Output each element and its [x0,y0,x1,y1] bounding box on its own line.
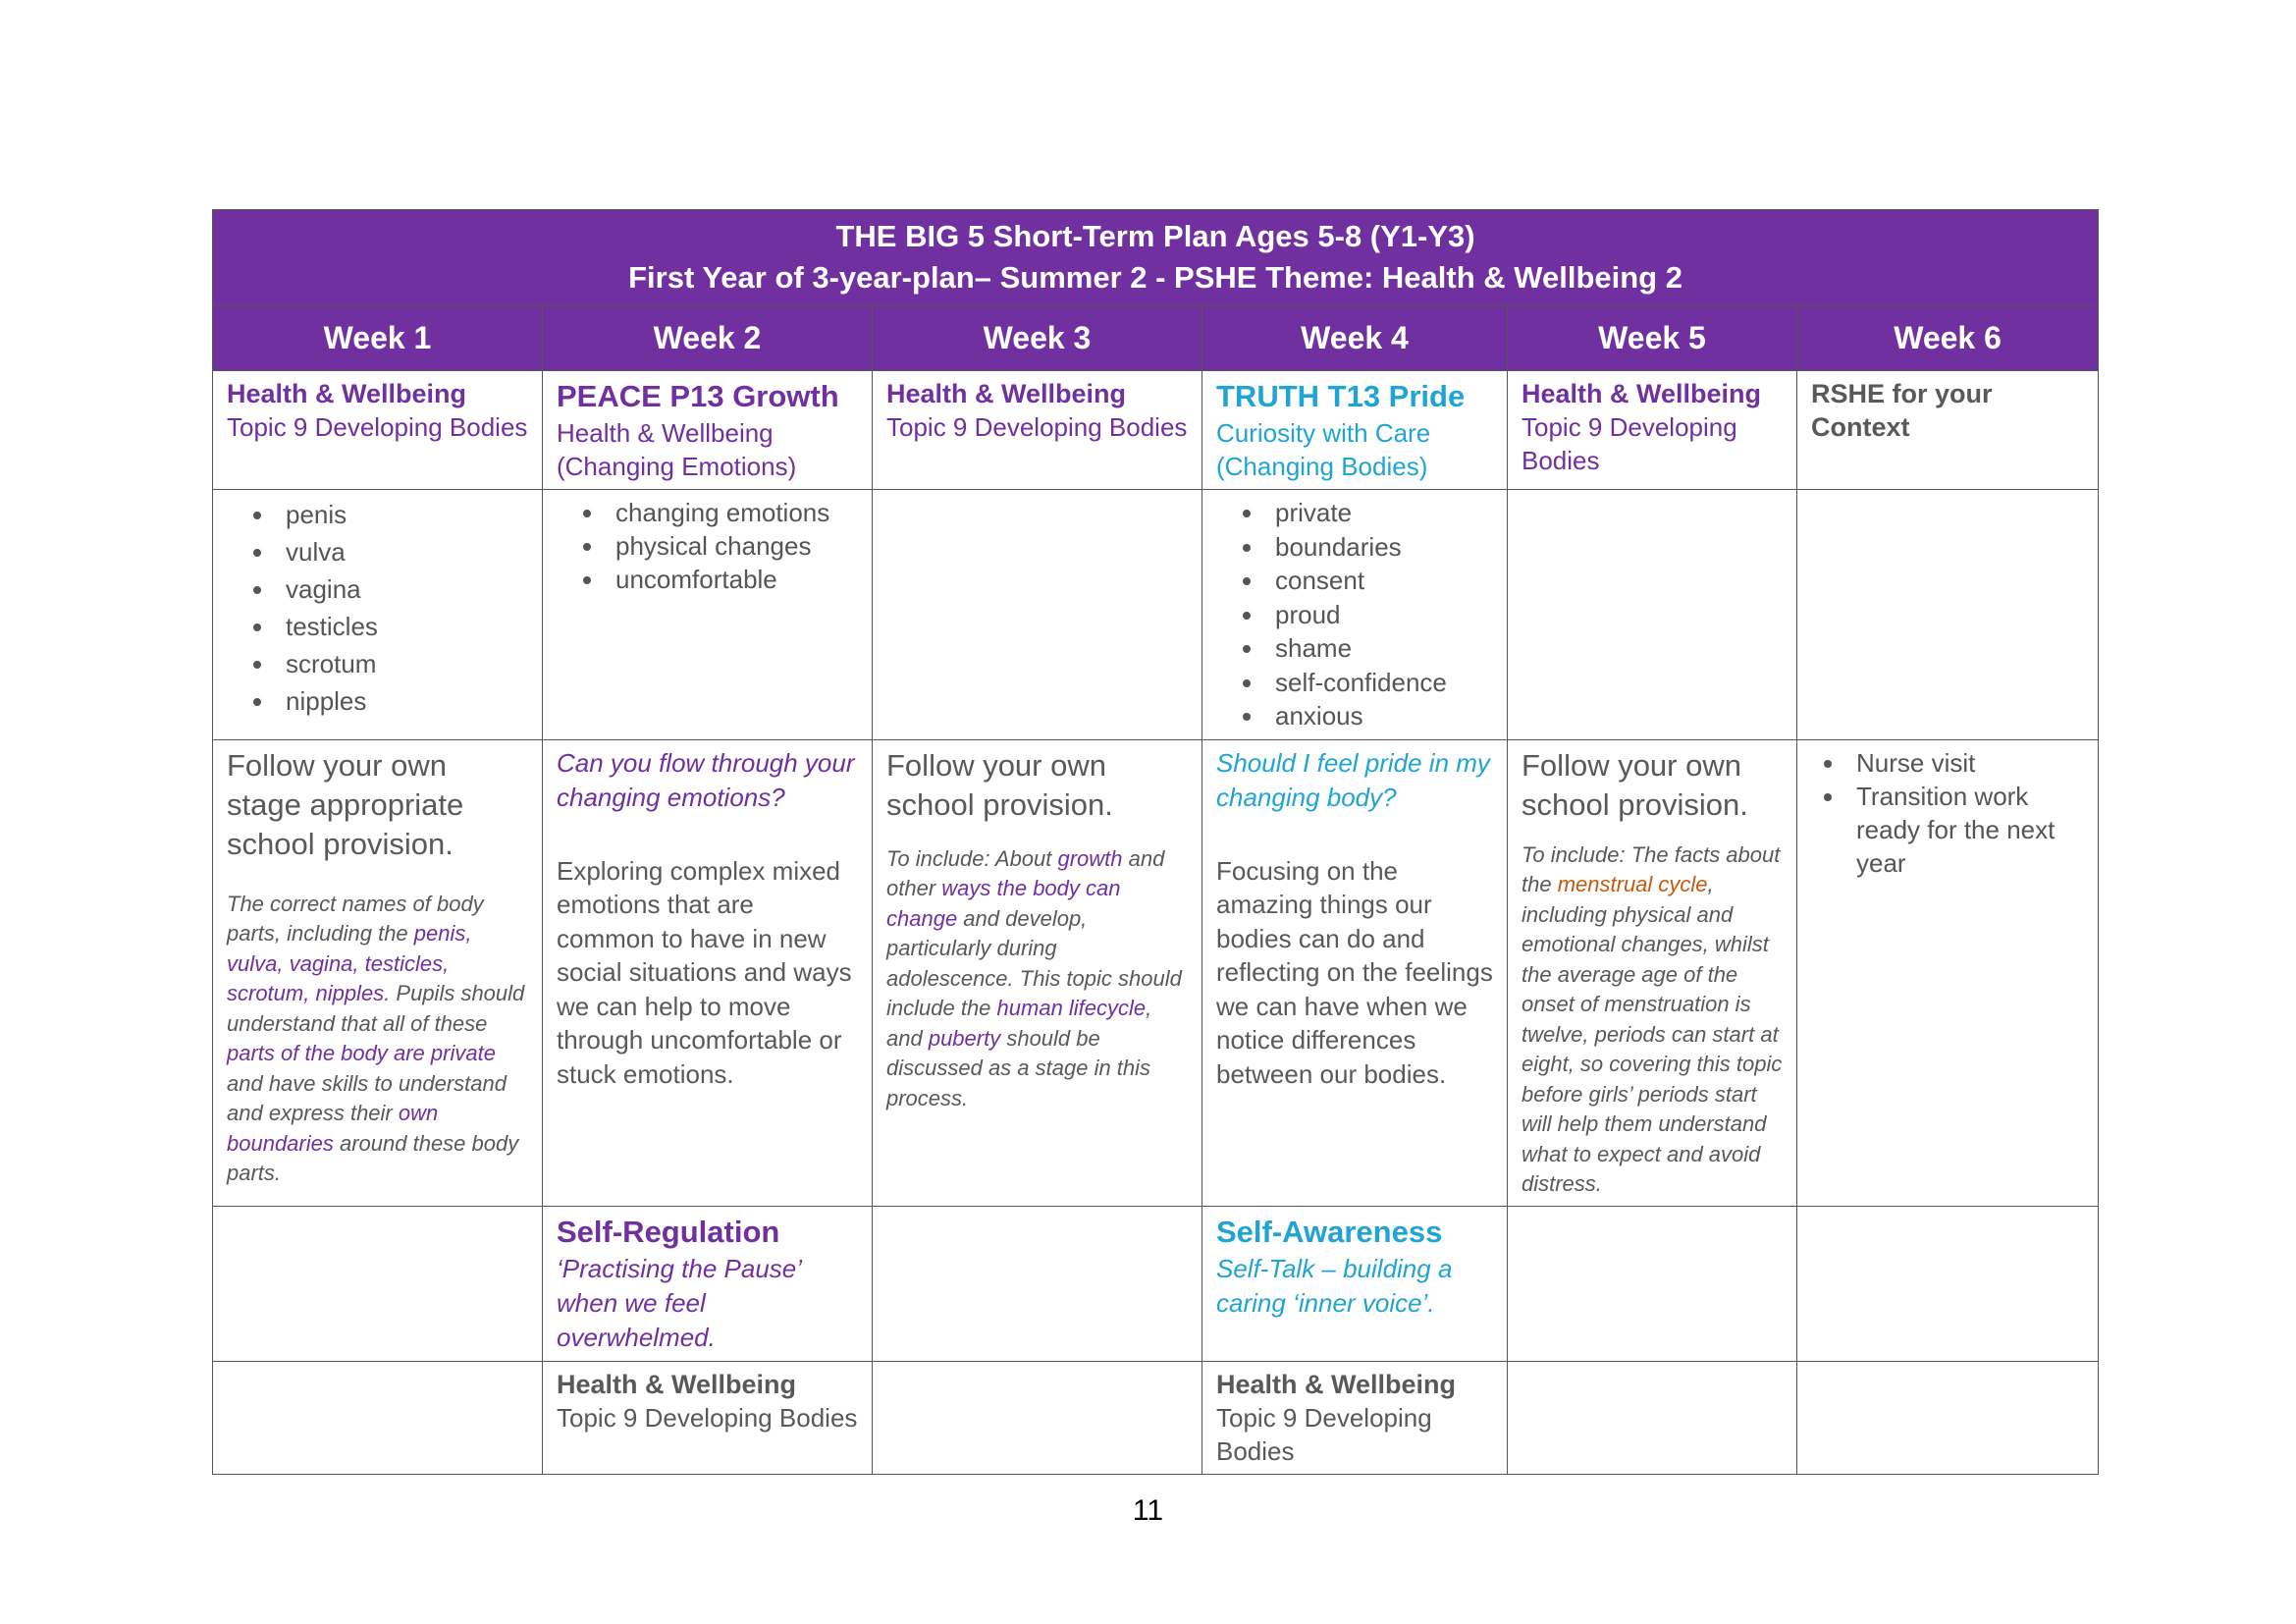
note-text: and other [886,845,1165,900]
vocab-item: • nipples [276,682,528,720]
week-2-vocabulary [543,490,873,740]
week-3-link [873,1361,1202,1474]
vocab-item: • anxious [1265,699,1493,733]
link-subheading: Topic 9 Developing Bodies [557,1402,858,1433]
week-3-topic [873,371,1202,490]
page-number: 11 [1132,1494,1164,1527]
provision-text: Follow your own school provision. [886,747,1113,822]
vocab-item: • self-confidence [1265,666,1493,700]
topic-subheading: (Changing Emotions) [557,452,797,481]
note-text: The correct names of body parts, including the [227,891,484,946]
week-4-header: Week 4 [1202,305,1508,371]
provision-note [227,890,528,1189]
note-keyword: puberty [928,1025,1001,1051]
title-row [213,210,2099,305]
skill-heading: Self-Awareness [1216,1214,1443,1249]
vocab-item: • boundaries [1265,530,1493,565]
topic-heading: RSHE for your Context [1811,379,1993,442]
week-6-vocabulary [1797,490,2099,740]
topic-subheading: Topic 9 Developing Bodies [886,412,1188,442]
context-item: • Transition work ready for the next year [1846,780,2084,880]
week-1-content [213,739,543,1206]
week-4-link [1202,1361,1508,1474]
key-question: Should I feel pride in my changing body? [1216,747,1490,812]
week-6-link [1797,1361,2099,1474]
vocab-item: • vulva [276,533,528,570]
week-6-topic [1797,371,2099,490]
week-3-skill [873,1206,1202,1361]
topic-subheading: Topic 9 Developing Bodies [1522,412,1737,475]
vocab-item: • uncomfortable [606,563,858,596]
vocabulary-row [213,490,2099,740]
topic-row [213,371,2099,490]
plan-title [213,210,2099,305]
topic-heading: Health & Wellbeing [1522,379,1762,408]
week-4-topic [1202,371,1508,490]
week-4-vocabulary [1202,490,1508,740]
note-text: and have skills to understand and express their [227,1070,507,1125]
provision-note [1522,840,1783,1200]
note-keyword: menstrual cycle [1557,872,1708,896]
skills-row [213,1206,2099,1361]
week-4-content [1202,739,1508,1206]
note-text: should be discussed as a stage in this process. [886,1025,1151,1110]
note-keyword: penis, vulva, vagina, testicles, scrotum, nipples [227,921,472,1005]
week-3-vocabulary [873,490,1202,740]
vocab-item: • consent [1265,564,1493,598]
week-2-content [543,739,873,1206]
week-2-skill [543,1206,873,1361]
provision-text: Follow your own stage appropriate school provision. [227,747,464,861]
context-list [1811,746,2084,880]
skill-description: ‘Practising the Pause’ when we feel overwhelmed. [557,1253,801,1352]
key-question: Can you flow through your changing emotions? [557,747,855,812]
topic-heading: Health & Wellbeing [227,379,467,408]
lesson-description: Exploring complex mixed emotions that are common to have in new social situations and ways we can help to move through uncomfortable or stuck emotions. [557,855,852,1089]
note-keyword: human lifecycle [996,996,1147,1020]
note-text: To include: About [886,845,1058,871]
vocabulary-list [1216,496,1493,733]
week-3-content [873,739,1202,1206]
provision-text: Follow your own school provision. [1522,747,1748,822]
week-5-vocabulary [1508,490,1797,740]
skill-description: Self-Talk – building a caring ‘inner voice’. [1216,1253,1453,1318]
week-1-skill [213,1206,543,1361]
note-keyword: ways the body can change [886,876,1121,931]
topic-heading: PEACE P13 Growth [557,379,839,413]
vocab-item: • changing emotions [606,496,858,529]
topic-subheading: (Changing Bodies) [1216,452,1428,481]
week-1-link [213,1361,543,1474]
skill-heading: Self-Regulation [557,1214,780,1249]
vocab-item: • physical changes [606,529,858,563]
week-5-content [1508,739,1797,1206]
title-line-1: THE BIG 5 Short-Term Plan Ages 5-8 (Y1-Y3) [835,219,1475,253]
week-2-topic [543,371,873,490]
note-keyword: growth [1057,845,1123,871]
vocab-item: • vagina [276,570,528,608]
topic-subheading: Topic 9 Developing Bodies [227,412,528,442]
link-subheading: Topic 9 Developing Bodies [1216,1402,1432,1466]
link-heading: Health & Wellbeing [557,1369,797,1399]
week-2-link [543,1361,873,1474]
vocab-item: • scrotum [276,645,528,682]
week-5-topic [1508,371,1797,490]
title-line-2: First Year of 3-year-plan– Summer 2 - PSHE Theme: Health & Wellbeing 2 [628,260,1682,295]
week-5-link [1508,1361,1797,1474]
content-row [213,739,2099,1206]
links-row [213,1361,2099,1474]
topic-subheading: Health & Wellbeing [557,418,774,448]
note-keyword: own boundaries [227,1101,439,1156]
week-header-row [213,305,2099,371]
context-item: • Nurse visit [1846,746,2084,780]
week-1-header: Week 1 [213,305,543,371]
note-text: . Pupils should understand that all of these [227,981,525,1036]
week-5-header: Week 5 [1508,305,1797,371]
vocab-item: • private [1265,496,1493,530]
week-5-skill [1508,1206,1797,1361]
note-text: To include: The facts about the [1522,841,1781,896]
week-1-topic [213,371,543,490]
topic-subheading: Curiosity with Care [1216,418,1431,448]
vocabulary-list [557,496,858,596]
note-text: , including physical and emotional changes, whilst the average age of the onset of menstruation is twelve, periods can start at eight, so covering this topic before girls’ periods start will help them understand what to expect and avoid distress. [1522,872,1783,1196]
note-keyword: parts of the body are private [227,1041,496,1065]
link-heading: Health & Wellbeing [1216,1369,1457,1399]
vocab-item: • shame [1265,631,1493,666]
week-3-header: Week 3 [873,305,1202,371]
vocabulary-list [227,496,528,720]
week-6-content [1797,739,2099,1206]
topic-heading: TRUTH T13 Pride [1216,379,1466,413]
short-term-plan-table [212,209,2099,1475]
note-text: around these body parts. [227,1130,519,1185]
topic-heading: Health & Wellbeing [886,379,1127,408]
vocab-item: • testicles [276,608,528,645]
lesson-description: Focusing on the amazing things our bodies can do and reflecting on the feelings we can have when we notice differences between our bodies. [1216,855,1493,1089]
vocab-item: • proud [1265,598,1493,632]
note-text: and develop, particularly during adolescence. This topic should include the [886,905,1182,1020]
week-2-header: Week 2 [543,305,873,371]
week-6-header: Week 6 [1797,305,2099,371]
provision-note [886,844,1188,1114]
week-6-skill [1797,1206,2099,1361]
week-4-skill [1202,1206,1508,1361]
vocab-item: • penis [276,496,528,533]
week-1-vocabulary [213,490,543,740]
note-text: , and [886,996,1152,1051]
